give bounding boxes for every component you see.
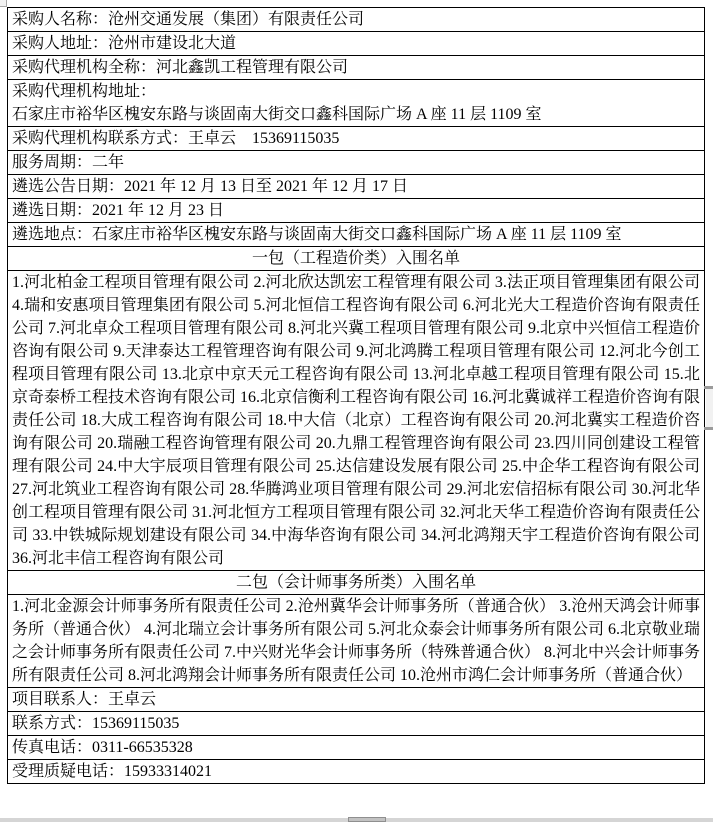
table-row (8, 247, 705, 271)
selection-date-value: 2021 年 12 月 23 日 (92, 202, 225, 219)
vertical-scrollbar-mark-top (704, 386, 713, 389)
selection-place-label: 遴选地点： (12, 226, 93, 243)
agency-contact-value: 王卓云 15369115035 (188, 130, 340, 147)
complaint-phone-label: 受理质疑电话： (12, 763, 125, 780)
contact-phone-value: 15369115035 (92, 715, 180, 732)
table-row (8, 127, 705, 151)
agency-contact-cell (8, 127, 705, 151)
table-row (8, 571, 705, 595)
package2-company-list: 1.河北金源会计师事务所有限责任公司 2.沧州冀华会计师事务所（普通合伙） 3.沧州天鸿会计师事务所（普通合伙） 4.河北瑞立会计事务所有限公司 5.河北众泰会计师事务所有限公司 6.北京敬业瑞之会计师事务所有限责任公司 7.中兴财光华会计师事务所（特殊普通合伙） 8.河北中兴会计师事务所有限责任公司 8.河北鸿翔会计师事务所有限责任公司 10.沧州市鸿仁会计师事务所（普通合伙） (8, 595, 705, 688)
selection-date-label: 遴选日期： (12, 202, 93, 219)
selection-date-cell (8, 199, 705, 223)
table-move-handle-icon (0, 0, 7, 7)
package2-title-cell (8, 571, 705, 595)
agency-contact-label: 采购代理机构联系方式： (12, 130, 189, 147)
table-row (8, 595, 705, 688)
table-row (8, 688, 705, 712)
fax-phone-value: 0311-66535328 (92, 739, 193, 756)
table-row (8, 175, 705, 199)
notice-dates-label: 遴选公告日期： (12, 178, 125, 195)
purchaser-address-value: 沧州市建设北大道 (108, 35, 237, 52)
selection-place-value: 石家庄市裕华区槐安东路与谈固南大街交口鑫科国际广场 A 座 11 层 1109 室 (92, 226, 622, 243)
procurement-result-table (7, 7, 705, 784)
vertical-scrollbar-mark-bottom (704, 427, 713, 430)
project-contact-label: 项目联系人： (12, 691, 109, 708)
table-row (8, 151, 705, 175)
package1-title-cell (8, 247, 705, 271)
agency-name-label: 采购代理机构全称： (12, 59, 157, 76)
table-row (8, 760, 705, 784)
selection-place-cell (8, 223, 705, 247)
complaint-phone-value: 15933314021 (124, 763, 213, 780)
notice-dates-value: 2021 年 12 月 13 日至 2021 年 12 月 17 日 (124, 178, 409, 195)
purchaser-address-label: 采购人地址： (12, 35, 109, 52)
table-row (8, 271, 705, 571)
agency-address-label: 采购代理机构地址： (12, 83, 157, 100)
project-contact-cell (8, 688, 705, 712)
contact-phone-label: 联系方式： (12, 715, 93, 732)
table-row (8, 223, 705, 247)
service-period-value: 二年 (92, 154, 125, 171)
purchaser-name-cell (8, 8, 705, 32)
table-row (8, 8, 705, 32)
project-contact-value: 王卓云 (108, 691, 157, 708)
notice-dates-cell (8, 175, 705, 199)
purchaser-address-cell (8, 32, 705, 56)
package1-title: 一包（工程造价类）入围名单 (251, 250, 460, 267)
fax-phone-cell (8, 736, 705, 760)
agency-address-cell (8, 80, 705, 127)
table-row (8, 56, 705, 80)
purchaser-name-label: 采购人名称： (12, 11, 109, 28)
table-row (8, 736, 705, 760)
package1-company-list: 1.河北柏金工程项目管理有限公司 2.河北欣达凯宏工程管理有限公司 3.法正项目管理集团有限公司 4.瑞和安惠项目管理集团有限公司 5.河北恒信工程咨询有限公司 6.河北光大工程造价咨询有限责任公司 7.河北卓众工程项目管理有限公司 8.河北兴冀工程项目管理有限公司 9.北京中兴恒信工程造价咨询有限公司 9.天津泰达工程管理咨询有限公司 9.河北鸿腾工程项目管理有限公司 12.河北今创工程项目管理有限公司 13.北京中京天元工程咨询有限公司 13.河北卓越工程项目管理有限公司 15.北京奇泰桥工程技术咨询有限公司 16.北京信衡利工程咨询有限公司 16.河北冀诚祥工程造价咨询有限责任公司 18.大成工程咨询有限公司 18.中大信（北京）工程咨询有限公司 20.河北冀实工程造价咨询有限公司 20.瑞融工程咨询管理有限公司 20.九鼎工程管理咨询有限公司 23.四川同创建设工程管理有限公司 24.中大宇辰项目管理有限公司 25.达信建设发展有限公司 25.中企华工程咨询有限公司 27.河北筑业工程咨询有限公司 28.华腾鸿业项目管理有限公司 29.河北宏信招标有限公司 30.河北华创工程项目管理有限公司 31.河北恒方工程项目管理有限公司 32.河北天华工程造价咨询有限责任公司 33.中铁城际规划建设有限公司 34.中海华咨询有限公司 34.河北鸿翔天宇工程造价咨询有限公司 36.河北丰信工程咨询有限公司 (8, 271, 705, 571)
complaint-phone-cell (8, 760, 705, 784)
table-row (8, 712, 705, 736)
table-row (8, 199, 705, 223)
agency-address-value: 石家庄市裕华区槐安东路与谈固南大街交口鑫科国际广场 A 座 11 层 1109 室 (12, 106, 542, 123)
table-row (8, 32, 705, 56)
contact-phone-cell (8, 712, 705, 736)
purchaser-name-value: 沧州交通发展（集团）有限责任公司 (108, 11, 365, 28)
vertical-scrollbar-track[interactable] (706, 389, 713, 427)
service-period-label: 服务周期： (12, 154, 93, 171)
service-period-cell (8, 151, 705, 175)
agency-name-cell (8, 56, 705, 80)
horizontal-scrollbar-thumb[interactable] (348, 817, 386, 822)
agency-name-value: 河北鑫凯工程管理有限公司 (156, 59, 349, 76)
fax-phone-label: 传真电话： (12, 739, 93, 756)
table-row (8, 80, 705, 127)
package2-title: 二包（会计师事务所类）入围名单 (235, 574, 476, 591)
